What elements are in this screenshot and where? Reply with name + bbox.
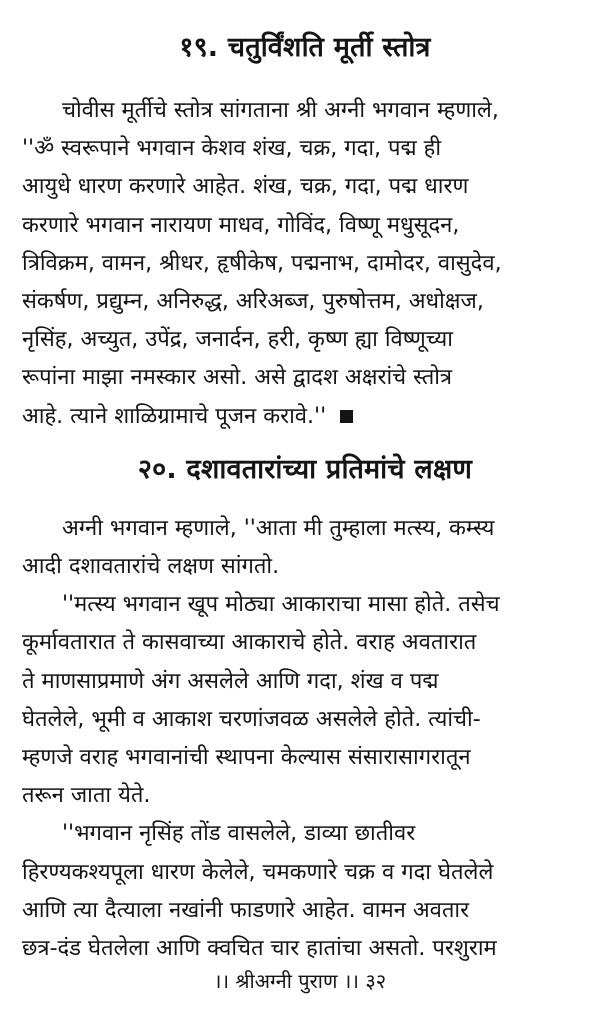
text-line: घेतलेले, भूमी व आकाश चरणांजवळ असलेले होते. त्यांची- <box>22 706 481 732</box>
text-line: हिरण्यकश्यपूला धारण केलेले, चमकणारे चक्र व गदा घेतलेले <box>22 859 494 885</box>
page-footer: ।। श्रीअग्नी पुराण ।। ३२ <box>213 969 387 993</box>
text-line: कूर्मावतारात ते कासवाच्या आकाराचे होते. वराह अवतारात <box>22 630 477 656</box>
text-line: त्रिविक्रम, वामन, श्रीधर, हृषीकेष, पद्मनाभ, दामोदर, वासुदेव, <box>22 250 502 276</box>
text-line: चोवीस मूर्तीचे स्तोत्र सांगताना श्री अग्नी भगवान म्हणाले, <box>62 98 499 123</box>
section-20-paragraph-1 <box>22 510 588 586</box>
section-19-heading: १९. चतुर्विंशति मूर्ती स्तोत्र <box>179 32 431 63</box>
text-line: ते माणसाप्रमाणे अंग असलेले आणि गदा, शंख व पद्म <box>22 668 439 694</box>
text-line: ''मत्स्य भगवान खूप मोठ्या आकाराचा मासा होते. तसेच <box>62 592 500 618</box>
text-line: संकर्षण, प्रद्युम्न, अनिरुद्ध, अरिअब्ज, पुरुषोत्तम, अधोक्षज, <box>22 289 484 315</box>
text-line: म्हणजे वराह भगवानांची स्थापना केल्यास संसारासागरातून <box>22 745 471 771</box>
text-line-with-end-mark <box>22 398 588 436</box>
section-end-square-icon <box>340 410 353 423</box>
text-line: आयुधे धारण करणारे आहेत. शंख, चक्र, गदा, पद्म धारण <box>22 174 469 200</box>
text-line: आहे. त्याने शाळिग्रामाचे पूजन करावे.'' <box>22 403 327 429</box>
section-19-paragraph <box>22 92 588 436</box>
text-line: रूपांना माझा नमस्कार असो. असे द्वादश अक्षरांचे स्तोत्र <box>22 365 453 391</box>
text-line: नृसिंह, अच्युत, उपेंद्र, जनार्दन, हरी, कृष्ण ह्या विष्णूच्या <box>22 327 453 353</box>
text-line: छत्र-दंड घेतलेला आणि क्वचित चार हातांचा असतो. परशुराम <box>22 936 497 962</box>
text-line: अग्नी भगवान म्हणाले, ''आता मी तुम्हाला मत्स्य, कम्स्य <box>62 515 495 541</box>
section-20-heading: २०. दशावतारांच्या प्रतिमांचे लक्षण <box>137 453 473 485</box>
text-line: आदी दशावतारांचे लक्षण सांगतो. <box>22 554 280 580</box>
section-20-paragraph-2 <box>22 586 588 815</box>
text-line: ''भगवान नृसिंह तोंड वासलेले, डाव्या छातीवर <box>62 821 416 847</box>
text-line: ''ॐ स्वरूपाने भगवान केशव शंख, चक्र, गदा, पद्म ही <box>22 136 442 162</box>
text-line: आणि त्या दैत्याला नखांनी फाडणारे आहेत. वामन अवतार <box>22 897 470 923</box>
text-line: करणारे भगवान नारायण माधव, गोविंद, विष्णू मधुसूदन, <box>22 212 460 238</box>
text-line: तरून जाता येते. <box>22 783 151 809</box>
section-20-paragraph-3 <box>22 815 588 968</box>
